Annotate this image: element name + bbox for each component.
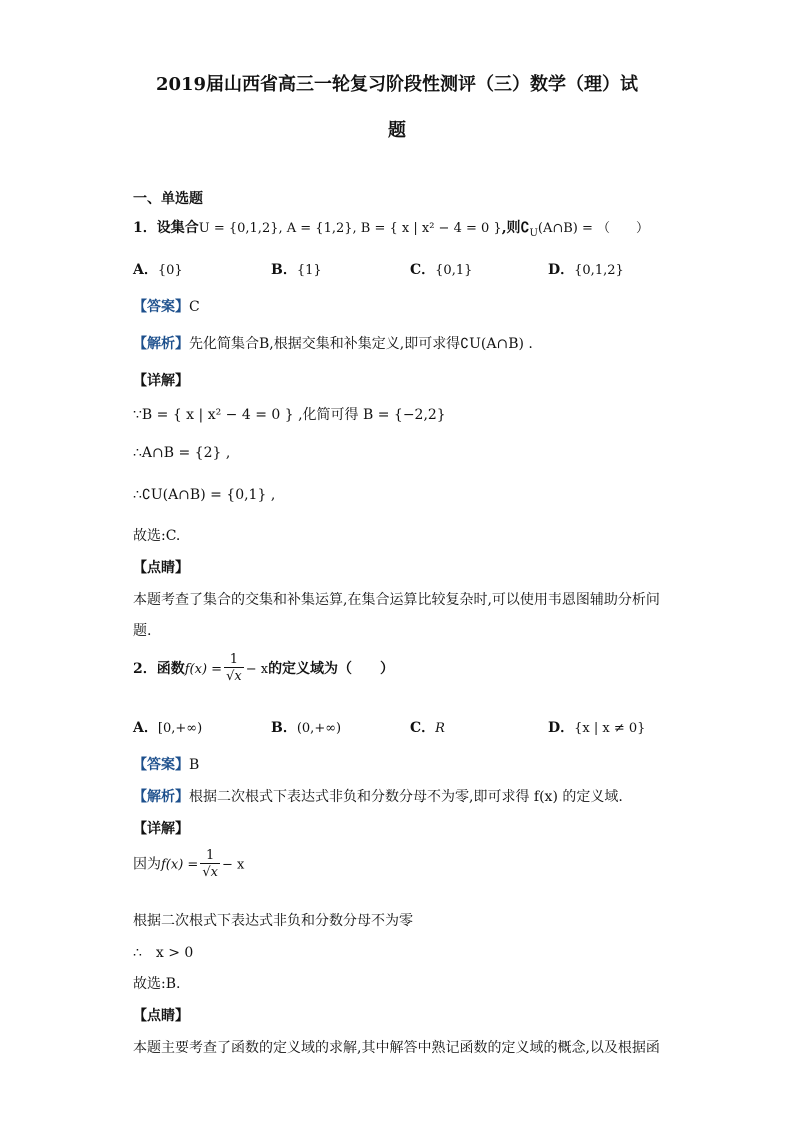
q1-option-b-label: B．	[271, 262, 297, 278]
q2-analysis-text: 根据二次根式下表达式非负和分数分母不为零,即可求得 f(x) 的定义域.	[189, 789, 623, 805]
q2-answer	[133, 754, 199, 774]
q1-option-c	[410, 259, 472, 279]
q2-minus-x: − x	[245, 662, 269, 677]
q2-comment-1: 本题主要考查了函数的定义域的求解,其中解答中熟记函数的定义域的概念,以及根据函	[133, 1040, 660, 1056]
q2-detail-minus-x: − x	[221, 857, 245, 873]
q2-option-c-value: R	[435, 721, 445, 736]
q2-comment-tag: 【点睛】	[133, 1008, 189, 1024]
q2-numerator: 1	[229, 652, 239, 667]
q1-comment-2: 题.	[133, 623, 152, 639]
q2-option-a-value: [0,+∞)	[157, 721, 203, 736]
q2-denominator: √x	[226, 669, 242, 684]
q2-option-d	[548, 717, 645, 737]
q2-detail-1-prefix: 因为	[133, 856, 161, 873]
q1-stem	[133, 217, 649, 239]
q1-stem-end: (A∩B) = （ ）	[537, 221, 650, 236]
q1-set-a: , A = {1,2}	[278, 221, 353, 236]
q2-answer-value: B	[189, 757, 200, 773]
q2-radicand: x	[234, 669, 242, 684]
q1-sub-u: U	[529, 228, 538, 240]
q1-stem-prefix: 1．设集合	[133, 220, 199, 236]
q2-option-b-value: (0,+∞)	[296, 721, 342, 736]
q2-stem-suffix: 的定义域为（ ）	[268, 661, 395, 677]
q2-detail-3: ∴ x > 0	[133, 945, 194, 961]
q1-option-d	[548, 259, 624, 279]
q1-option-c-value: {0,1}	[435, 263, 473, 278]
q2-fraction	[224, 652, 244, 685]
q1-option-b	[271, 259, 322, 279]
q1-option-a	[133, 259, 183, 279]
q1-answer	[133, 296, 200, 316]
q2-option-b-label: B．	[271, 720, 297, 736]
q1-option-a-label: A．	[133, 262, 158, 278]
q2-stem-prefix: 2．函数	[133, 661, 185, 677]
q2-option-c	[410, 717, 445, 737]
q1-detail-1: ∵B = { x | x² − 4 = 0 } ,化简可得 B = {−2,2}	[133, 407, 446, 423]
q2-answer-tag: 【答案】	[133, 757, 189, 773]
q2-detail-tag: 【详解】	[133, 821, 189, 837]
q1-option-b-value: {1}	[296, 263, 322, 278]
q2-detail-denominator: √x	[202, 865, 218, 880]
q2-analysis-tag: 【解析】	[133, 789, 189, 805]
q2-detail-fx: f(x) =	[161, 857, 199, 873]
q1-analysis	[133, 333, 533, 353]
q2-option-d-value: {x | x ≠ 0}	[574, 721, 646, 736]
q2-stem	[133, 652, 394, 685]
q1-option-d-value: {0,1,2}	[574, 263, 624, 278]
q2-detail-fraction	[200, 848, 220, 881]
title-line-2: 题	[388, 120, 406, 141]
q2-option-a	[133, 717, 202, 737]
q1-answer-value: C	[189, 299, 200, 315]
q2-option-a-label: A．	[133, 720, 158, 736]
q1-analysis-text: 先化简集合B,根据交集和补集定义,即可求得∁U(A∩B) .	[189, 336, 533, 352]
q2-analysis	[133, 786, 623, 806]
q1-comment-1: 本题考查了集合的交集和补集运算,在集合运算比较复杂时,可以使用韦恩图辅助分析问	[133, 592, 660, 608]
q2-detail-2: 根据二次根式下表达式非负和分数分母不为零	[133, 913, 413, 929]
q1-option-d-label: D．	[548, 262, 575, 278]
q1-set-u: U = {0,1,2}	[198, 221, 279, 236]
section-heading: 一、单选题	[133, 191, 203, 207]
q1-option-a-value: {0}	[157, 263, 183, 278]
q1-set-b: , B = { x | x² − 4 = 0 }	[352, 221, 502, 236]
q2-detail-numerator: 1	[205, 848, 215, 863]
q2-option-b	[271, 717, 341, 737]
q2-option-d-label: D．	[548, 720, 575, 736]
q2-detail-radicand: x	[210, 865, 218, 880]
q2-fx: f(x) =	[184, 662, 223, 677]
q1-detail-3: ∴∁U(A∩B) = {0,1} ,	[133, 487, 276, 503]
q1-analysis-tag: 【解析】	[133, 336, 189, 352]
q2-option-c-label: C．	[410, 720, 436, 736]
q1-detail-2: ∴A∩B = {2} ,	[133, 445, 231, 461]
q1-stem-suffix: ,则∁	[501, 220, 530, 236]
q1-option-c-label: C．	[410, 262, 436, 278]
q1-detail-4: 故选:C.	[133, 528, 181, 544]
q1-comment-tag: 【点睛】	[133, 560, 189, 576]
q2-detail-4: 故选:B.	[133, 976, 181, 992]
q1-answer-tag: 【答案】	[133, 299, 189, 315]
title-line-1: 2019届山西省高三一轮复习阶段性测评（三）数学（理）试	[155, 74, 639, 95]
q1-detail-tag: 【详解】	[133, 373, 189, 389]
q2-detail-1	[133, 848, 244, 881]
